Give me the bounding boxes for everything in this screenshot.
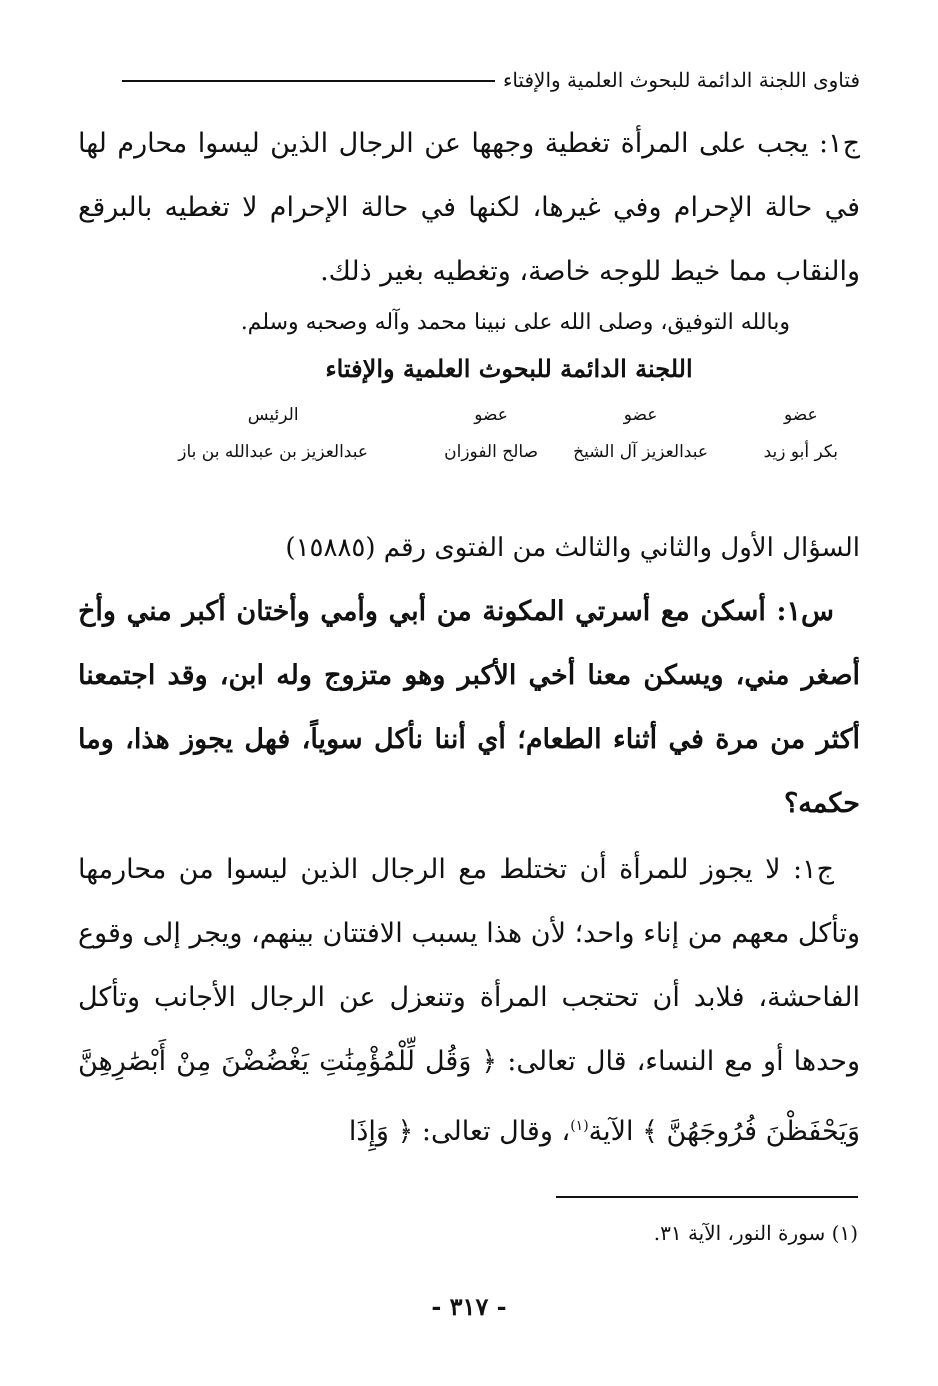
member-name: عبدالعزيز آل الشيخ: [573, 442, 708, 462]
page-number: - ٣١٧ -: [431, 1292, 507, 1321]
answer-text: [78, 838, 860, 1164]
member-role: عضو: [623, 405, 658, 425]
answer-part-2: ، وقال تعالى: ﴿ وَإِذَا: [348, 1116, 571, 1147]
member-role: عضو: [783, 405, 818, 425]
committee-title: اللجنة الدائمة للبحوث العلمية والإفتاء: [325, 354, 693, 383]
header-rule: [122, 80, 495, 82]
running-header: [122, 62, 860, 98]
president-role: الرئيس: [247, 405, 299, 425]
committee-signatures: [92, 398, 838, 484]
member-signature: [573, 398, 708, 472]
footnote-reference: (١): [570, 1118, 589, 1134]
fatwa-heading: السؤال الأول والثاني والثالث من الفتوى رقم (١٥٨٨٥): [285, 533, 860, 563]
closing-block: [78, 300, 860, 392]
fatwa-block: [78, 516, 860, 1164]
footnote: (١) سورة النور، الآية ٣١.: [653, 1221, 858, 1245]
member-signature: [764, 398, 838, 472]
member-name: بكر أبو زيد: [763, 442, 838, 462]
member-name: صالح الفوزان: [444, 442, 538, 462]
previous-answer-block: [78, 112, 860, 304]
president-signature: [178, 398, 368, 472]
president-name: عبدالعزيز بن عبدالله بن باز: [178, 442, 368, 462]
answer-part-1: ج١: لا يجوز للمرأة أن تختلط مع الرجال الذين ليسوا من محارمها وتأكل معهم من إناء واحد؛ لأن هذا يسبب الافتتان بينهم، ويجر إلى وقوع الفاحشة، فلابد أن تحتجب المرأة وتنعزل عن الرجال الأجانب وتأكل وحدها أو مع النساء، قال تعالى: ﴿ وَقُل لِّلْمُؤْمِنَٰتِ يَغْضُضْنَ مِنْ أَبْصَٰرِهِنَّ وَيَحْفَظْنَ فُرُوجَهُنَّ ﴾ الآية: [78, 854, 860, 1147]
member-role: عضو: [474, 405, 508, 425]
question-text: س١: أسكن مع أسرتي المكونة من أبي وأمي وأختان أكبر مني وأخ أصغر مني، ويسكن معنا أخي الأكبر وهو متزوج وله ابن، وقد اجتمعنا أكثر من مرة في أثناء الطعام؛ أي أننا نأكل سوياً، فهل يجوز هذا، وما حكمه؟: [78, 596, 860, 819]
footnote-rule: [556, 1196, 858, 1198]
running-header-title: فتاوى اللجنة الدائمة للبحوث العلمية والإفتاء: [502, 68, 860, 92]
closing-text: وبالله التوفيق، وصلى الله على نبينا محمد وآله وصحبه وسلم.: [240, 310, 790, 335]
previous-answer-text: ج١: يجب على المرأة تغطية وجهها عن الرجال الذين ليسوا محارم لها في حالة الإحرام وفي غيرها، لكنها في حالة الإحرام لا تغطيه بالبرقع والنقاب مما خيط للوجه خاصة، وتغطيه بغير ذلك.: [78, 128, 860, 287]
member-signature: [444, 398, 538, 472]
